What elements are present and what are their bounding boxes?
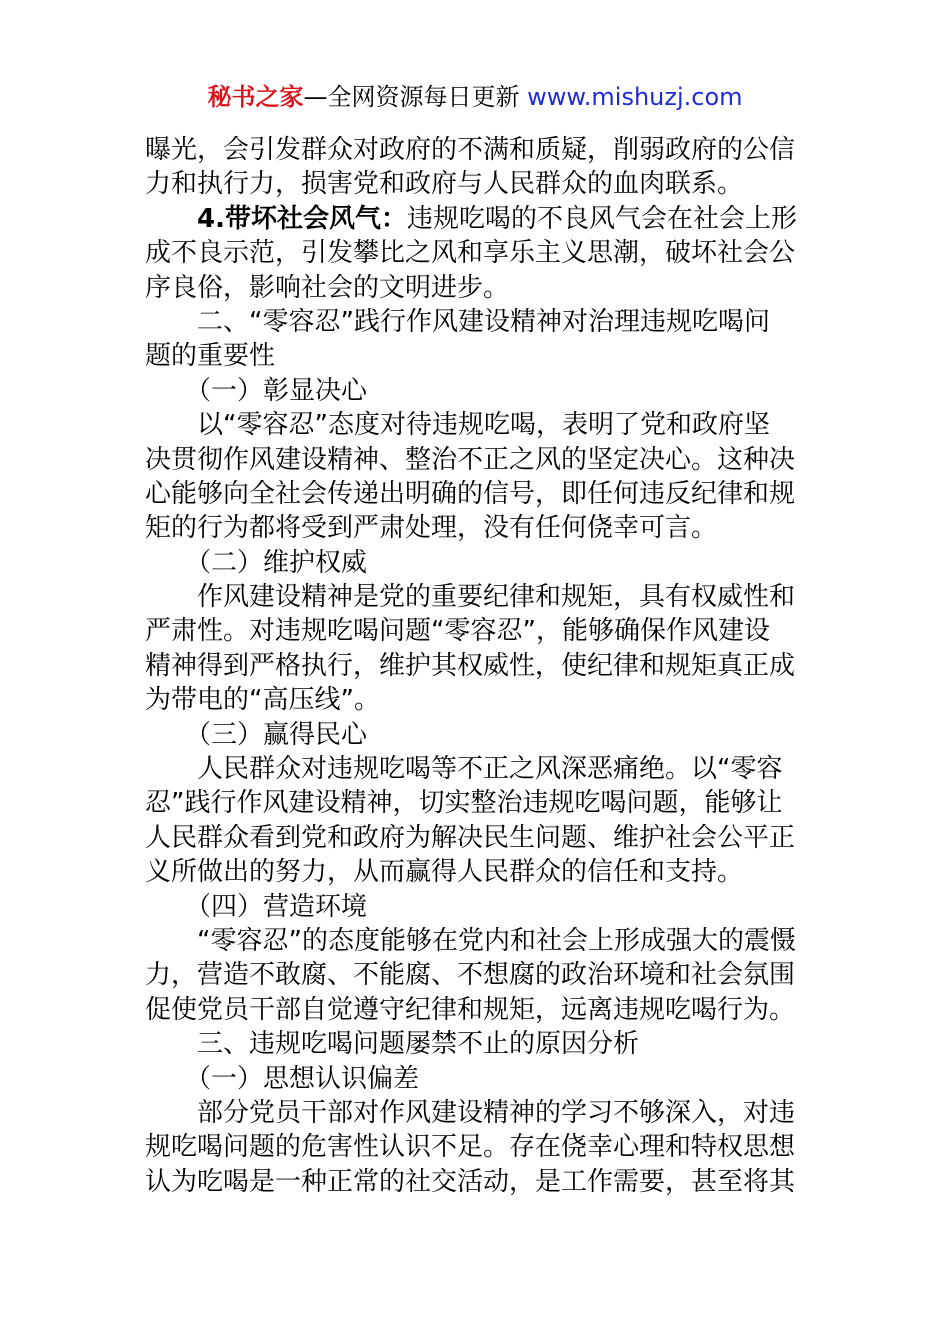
paragraph-line: 忍”践行作风建设精神，切实整治违规吃喝问题，能够让: [145, 788, 783, 819]
paragraph-text: 违规吃喝的不良风气会在社会上形: [406, 203, 797, 234]
paragraph-line: 为带电的“高压线”。: [145, 685, 380, 716]
brand-name: 秘书之家: [207, 83, 304, 111]
document-body: [145, 133, 810, 1199]
paragraph-line: 力，营造不敢腐、不能腐、不想腐的政治环境和社会氛围: [145, 960, 796, 991]
paragraph-line: 精神得到严格执行，维护其权威性，使纪律和规矩真正成: [145, 650, 796, 681]
paragraph-line: 心能够向全社会传递出明确的信号，即任何违反纪律和规: [145, 478, 796, 509]
site-url[interactable]: www.mishuzj.com: [527, 83, 743, 111]
section-heading: 题的重要性: [145, 341, 276, 372]
paragraph-line: 义所做出的努力，从而赢得人民群众的信任和支持。: [145, 857, 744, 888]
paragraph-line: 力和执行力，损害党和政府与人民群众的血肉联系。: [145, 169, 744, 200]
paragraph-line: 严肃性。对违规吃喝问题“零容忍”，能够确保作风建设: [145, 616, 770, 647]
section-heading: 三、违规吃喝问题屡禁不止的原因分析: [197, 1029, 640, 1060]
paragraph-line: 部分党员干部对作风建设精神的学习不够深入，对违: [197, 1097, 796, 1128]
subsection-heading: （三）赢得民心: [185, 719, 368, 750]
section-heading: 二、“零容忍”践行作风建设精神对治理违规吃喝问: [197, 306, 770, 337]
paragraph-line: 规吃喝问题的危害性认识不足。存在侥幸心理和特权思想: [145, 1132, 796, 1163]
paragraph-line: 作风建设精神是党的重要纪律和规矩，具有权威性和: [197, 582, 796, 613]
section-lead-bold: 4.带坏社会风气：: [197, 203, 407, 234]
paragraph-line: 以“零容忍”态度对待违规吃喝，表明了党和政府坚: [197, 410, 770, 441]
paragraph-line: 人民群众看到党和政府为解决民生问题、维护社会公平正: [145, 822, 796, 853]
paragraph-line: 矩的行为都将受到严肃处理，没有任何侥幸可言。: [145, 513, 718, 544]
paragraph-line: 曝光，会引发群众对政府的不满和质疑，削弱政府的公信: [145, 135, 796, 165]
paragraph-line: 促使党员干部自觉遵守纪律和规矩，远离违规吃喝行为。: [145, 994, 796, 1025]
subsection-heading: （一）彰显决心: [185, 375, 368, 406]
subsection-heading: （一）思想认识偏差: [185, 1063, 420, 1094]
paragraph-line: 成不良示范，引发攀比之风和享乐主义思潮，破坏社会公: [145, 238, 796, 269]
paragraph-line: 人民群众对违规吃喝等不正之风深恶痛绝。以“零容: [197, 754, 783, 785]
paragraph-line: “零容忍”的态度能够在党内和社会上形成强大的震慑: [197, 925, 796, 956]
paragraph-line: [145, 202, 810, 236]
paragraph-line: 认为吃喝是一种正常的社交活动，是工作需要，甚至将其: [145, 1166, 796, 1197]
paragraph-line: 决贯彻作风建设精神、整治不正之风的坚定决心。这种决: [145, 444, 796, 475]
subsection-heading: （四）营造环境: [185, 891, 368, 922]
subsection-heading: （二）维护权威: [185, 547, 368, 578]
paragraph-line: 序良俗，影响社会的文明进步。: [145, 272, 510, 303]
site-tagline: —全网资源每日更新: [303, 83, 520, 111]
site-header: [0, 80, 950, 114]
